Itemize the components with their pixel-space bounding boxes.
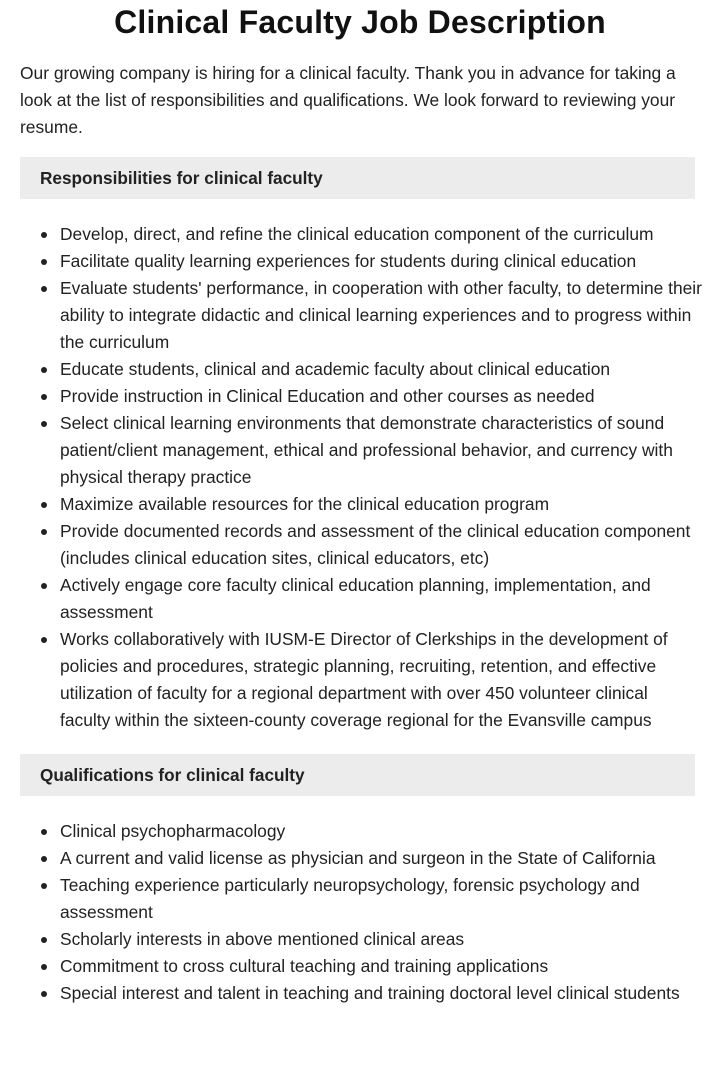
list-item-text: Teaching experience particularly neuropsychology, forensic psychology and assessment	[60, 875, 640, 922]
bullet-icon	[41, 883, 47, 889]
bullet-icon	[41, 232, 47, 238]
bullet-icon	[41, 259, 47, 265]
list-item	[0, 980, 720, 1007]
bullet-icon	[41, 991, 47, 997]
list-item-text: Actively engage core faculty clinical education planning, implementation, and assessment	[60, 575, 651, 622]
list-item-text: Works collaboratively with IUSM-E Director of Clerkships in the development of policies and procedures, strategic planning, recruiting, retention, and effective utilization of faculty for a regional department with over 450 volunteer clinical faculty within the sixteen-county coverage regional for the Evansville campus	[60, 629, 668, 730]
responsibilities-list	[0, 221, 720, 734]
qualifications-heading: Qualifications for clinical faculty	[20, 754, 695, 796]
list-item	[0, 626, 720, 734]
bullet-icon	[41, 637, 47, 643]
list-item	[0, 383, 720, 410]
list-item-text: Evaluate students' performance, in cooperation with other faculty, to determine their ability to integrate didactic and clinical learning experiences and to progress within the curriculum	[60, 278, 702, 352]
list-item	[0, 275, 720, 356]
bullet-icon	[41, 286, 47, 292]
list-item-text: Scholarly interests in above mentioned clinical areas	[60, 929, 465, 949]
list-item-text: Educate students, clinical and academic faculty about clinical education	[60, 359, 611, 379]
bullet-icon	[41, 583, 47, 589]
bullet-icon	[41, 529, 47, 535]
list-item	[0, 491, 720, 518]
list-item-text: Maximize available resources for the clinical education program	[60, 494, 550, 514]
list-item	[0, 926, 720, 953]
bullet-icon	[41, 856, 47, 862]
list-item	[0, 356, 720, 383]
list-item-text: Select clinical learning environments that demonstrate characteristics of sound patient/client management, ethical and professional behavior, and currency with physical therapy practice	[60, 413, 673, 487]
list-item	[0, 953, 720, 980]
list-item-text: Provide documented records and assessment of the clinical education component (includes clinical education sites, clinical educators, etc)	[60, 521, 691, 568]
qualifications-list	[0, 818, 720, 1007]
bullet-icon	[41, 964, 47, 970]
bullet-icon	[41, 421, 47, 427]
list-item-text: Clinical psychopharmacology	[60, 821, 286, 841]
list-item	[0, 572, 720, 626]
list-item	[0, 518, 720, 572]
list-item-text: Provide instruction in Clinical Education and other courses as needed	[60, 386, 595, 406]
bullet-icon	[41, 394, 47, 400]
list-item-text: Facilitate quality learning experiences for students during clinical education	[60, 251, 637, 271]
bullet-icon	[41, 367, 47, 373]
intro-paragraph: Our growing company is hiring for a clinical faculty. Thank you in advance for taking a look at the list of responsibilities and qualifications. We look forward to reviewing your resume.	[20, 63, 676, 137]
list-item	[0, 221, 720, 248]
page-title: Clinical Faculty Job Description	[114, 4, 606, 40]
bullet-icon	[41, 502, 47, 508]
list-item-text: Commitment to cross cultural teaching and training applications	[60, 956, 549, 976]
list-item-text: Develop, direct, and refine the clinical education component of the curriculum	[60, 224, 654, 244]
bullet-icon	[41, 829, 47, 835]
list-item	[0, 818, 720, 845]
responsibilities-heading: Responsibilities for clinical faculty	[20, 157, 695, 199]
list-item-text: A current and valid license as physician and surgeon in the State of California	[60, 848, 656, 868]
list-item	[0, 248, 720, 275]
list-item	[0, 845, 720, 872]
bullet-icon	[41, 937, 47, 943]
list-item	[0, 872, 720, 926]
list-item	[0, 410, 720, 491]
list-item-text: Special interest and talent in teaching and training doctoral level clinical students	[60, 983, 680, 1003]
